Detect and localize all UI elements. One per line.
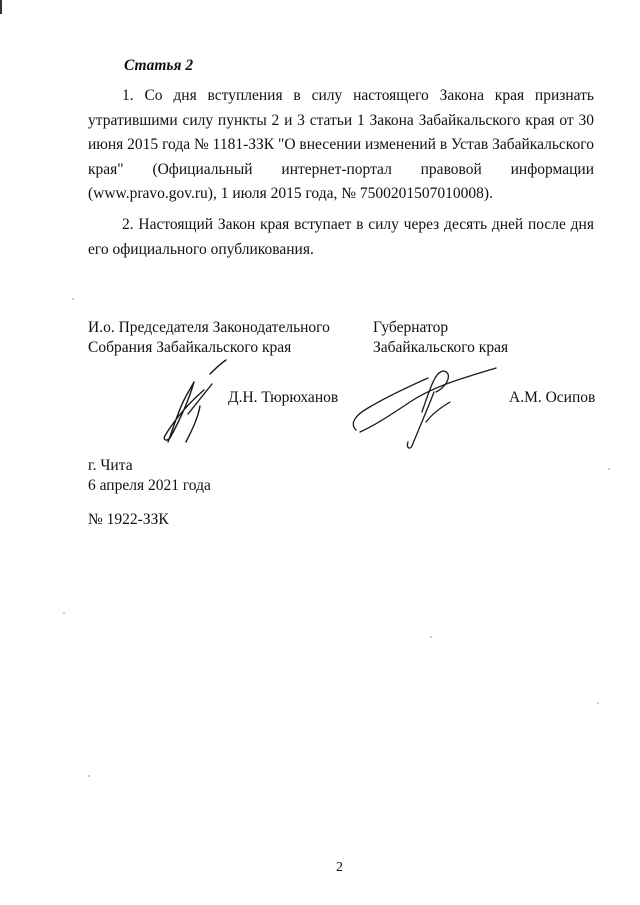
scan-speck (88, 775, 90, 777)
right-handwritten-signature (340, 352, 500, 452)
right-signatory-title-line-1: Губернатор (373, 319, 449, 336)
scan-edge-mark (0, 0, 2, 14)
article-paragraph-2: 2. Настоящий Закон края вступает в силу через десять дней после дня его официального опубликования. (88, 216, 594, 258)
scan-speck (608, 468, 610, 470)
place-and-date (88, 456, 211, 496)
left-signatory-title-line-1: И.о. Председателя Законодательного (88, 319, 330, 336)
left-signatory-title-line-2: Собрания Забайкальского края (88, 339, 292, 356)
left-signatory-name: Д.Н. Тюрюханов (228, 389, 339, 406)
right-signatory-title-line-2: Забайкальского края (373, 339, 509, 356)
law-number: № 1922-ЗЗК (88, 511, 169, 528)
article-paragraph-1: 1. Со дня вступления в силу настоящего Закона края признать утратившими силу пункты 2 и 3 статьи 1 Закона Забайкальского края от 30 июня 2015 года № 1181-ЗЗК "О внесении изменений в Устав Забайкальского края" (Официальный интернет-портал правовой информации (www.pravo.gov.ru), 1 июля 2015 года, № 7500201507010008). (88, 87, 594, 202)
right-signatory-name: А.М. Осипов (509, 389, 596, 406)
left-handwritten-signature (140, 356, 230, 446)
adoption-date: 6 апреля 2021 года (88, 477, 211, 494)
scan-speck (597, 702, 599, 704)
city: г. Чита (88, 457, 133, 474)
scan-speck (63, 612, 65, 614)
page-number: 2 (336, 860, 343, 875)
left-signatory-title (88, 318, 330, 358)
scan-speck (72, 298, 74, 300)
scan-speck (430, 636, 432, 638)
article-title: Статья 2 (124, 57, 194, 74)
